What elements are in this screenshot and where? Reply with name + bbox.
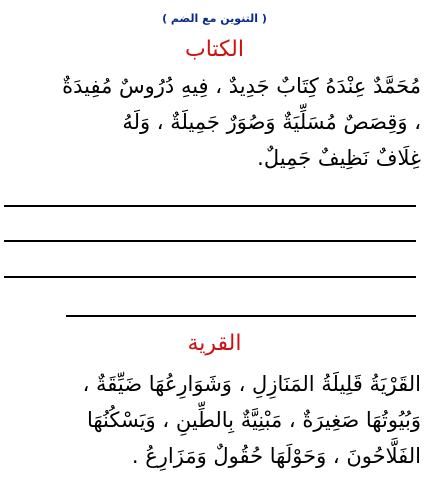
paragraph-line: غِلَافٌ نَظِيفٌ جَمِيلٌ. [257, 146, 421, 170]
paragraph-line: ، وَقِصَصٌ مُسَلِّيَةٌ وَصُوَرٌ جَمِيلَةٌ ، وَلَهُ [122, 110, 421, 134]
paragraph-line: الفَلَّاحُونَ ، وَحَوْلَهَا حُقُولٌ وَمَزَارِعُ . [131, 444, 421, 468]
writing-line [4, 276, 416, 278]
paragraph-village [8, 366, 421, 474]
writing-line [4, 205, 416, 207]
paragraph-line: القَرْيَةُ قَلِيلَةُ المَنَازِلِ ، وَشَوَارِعُهَا ضَيِّقَةٌ ، [82, 372, 421, 396]
writing-line [4, 240, 416, 242]
writing-line [66, 315, 416, 317]
lesson-tag: ( التنوين مع الضم ) [162, 12, 267, 25]
section-title-village: القرية [187, 331, 242, 356]
paragraph-line: وَبُيُوتُهَا صَغِيرَةٌ ، مَبْنِيَّةٌ بِالطِّينِ ، وَيَسْكُنُهَا [86, 408, 421, 432]
section-title-book: الكتاب [184, 37, 245, 62]
paragraph-line: مُحَمَّدٌ عِنْدَهُ كِتَابٌ جَدِيدٌ ، فِيهِ دُرُوسٌ مُفِيدَةٌ [62, 74, 421, 98]
paragraph-book [8, 68, 421, 176]
